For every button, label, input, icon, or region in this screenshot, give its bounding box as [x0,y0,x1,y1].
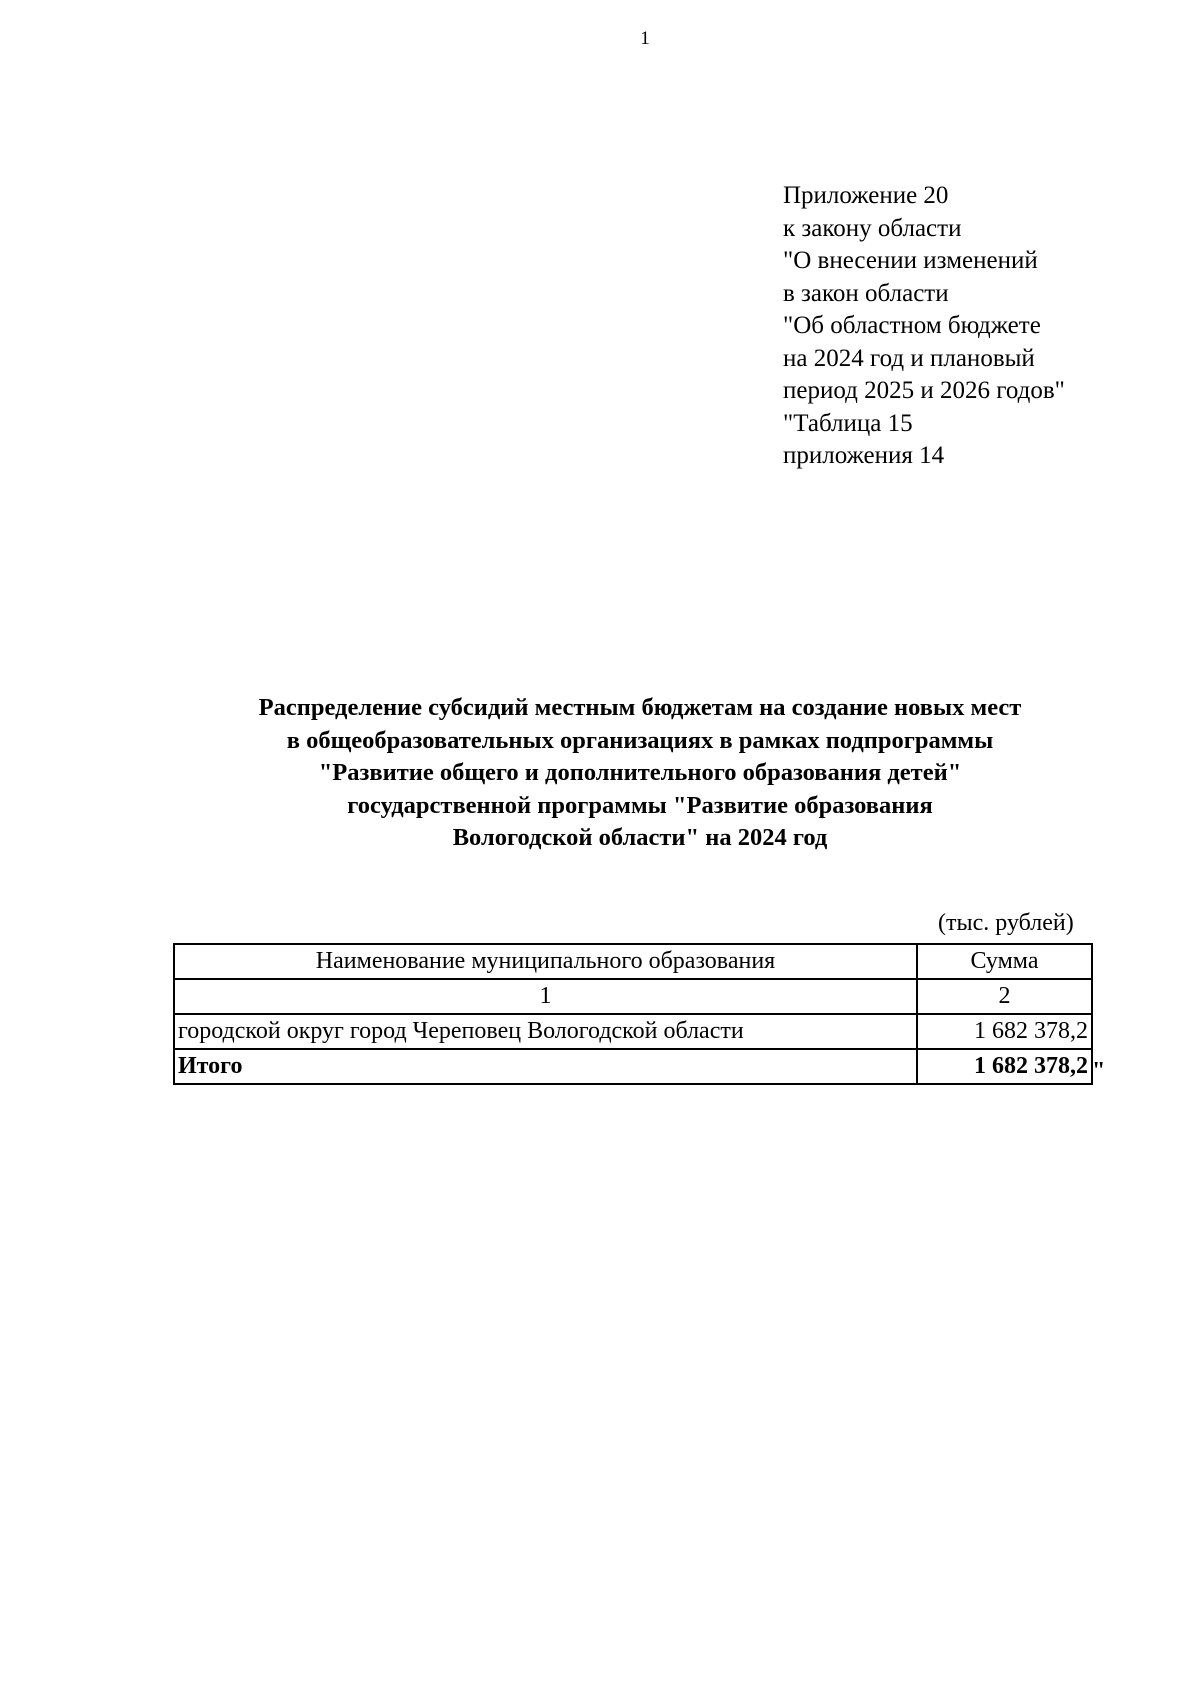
total-row [174,1049,1092,1084]
document-title [160,692,1120,855]
title-line: "Развитие общего и дополнительного образования детей" [318,759,962,786]
appendix-line: период 2025 и 2026 годов" [783,377,1065,404]
total-label-cell: Итого [174,1049,917,1084]
column-number-cell: 2 [917,979,1092,1014]
table-header-row [174,944,1092,979]
appendix-line: Приложение 20 [783,182,949,209]
title-line: Распределение субсидий местным бюджетам на создание новых мест [258,694,1022,721]
title-line: Вологодской области" на 2024 год [452,824,828,851]
appendix-line: к закону области [783,214,962,242]
subsidy-table [173,943,1093,1085]
appendix-line: приложения 14 [783,442,945,469]
total-sum-cell: 1 682 378,2 [917,1049,1092,1084]
header-sum-cell: Сумма [917,944,1092,979]
title-line: в общеобразовательных организациях в рамках подпрограммы [286,726,994,754]
table-row [174,1014,1092,1049]
appendix-line: "Об областном бюджете [783,312,1041,339]
closing-quote: " [1092,1058,1106,1084]
appendix-reference [783,180,1065,473]
column-number-row [174,979,1092,1014]
appendix-line: на 2024 год и плановый [783,344,1035,372]
column-number-cell: 1 [174,979,917,1014]
appendix-line: "О внесении изменений [783,247,1038,274]
header-name-cell: Наименование муниципального образования [174,944,917,979]
appendix-line: в закон области [783,279,949,307]
units-label: (тыс. рублей) [938,910,1074,936]
municipality-name-cell: городской округ город Череповец Вологодской области [174,1014,917,1049]
appendix-line: "Таблица 15 [783,409,913,437]
title-line: государственной программы "Развитие образования [347,791,933,819]
page-number: 1 [640,28,650,49]
sum-cell: 1 682 378,2 [917,1014,1092,1049]
